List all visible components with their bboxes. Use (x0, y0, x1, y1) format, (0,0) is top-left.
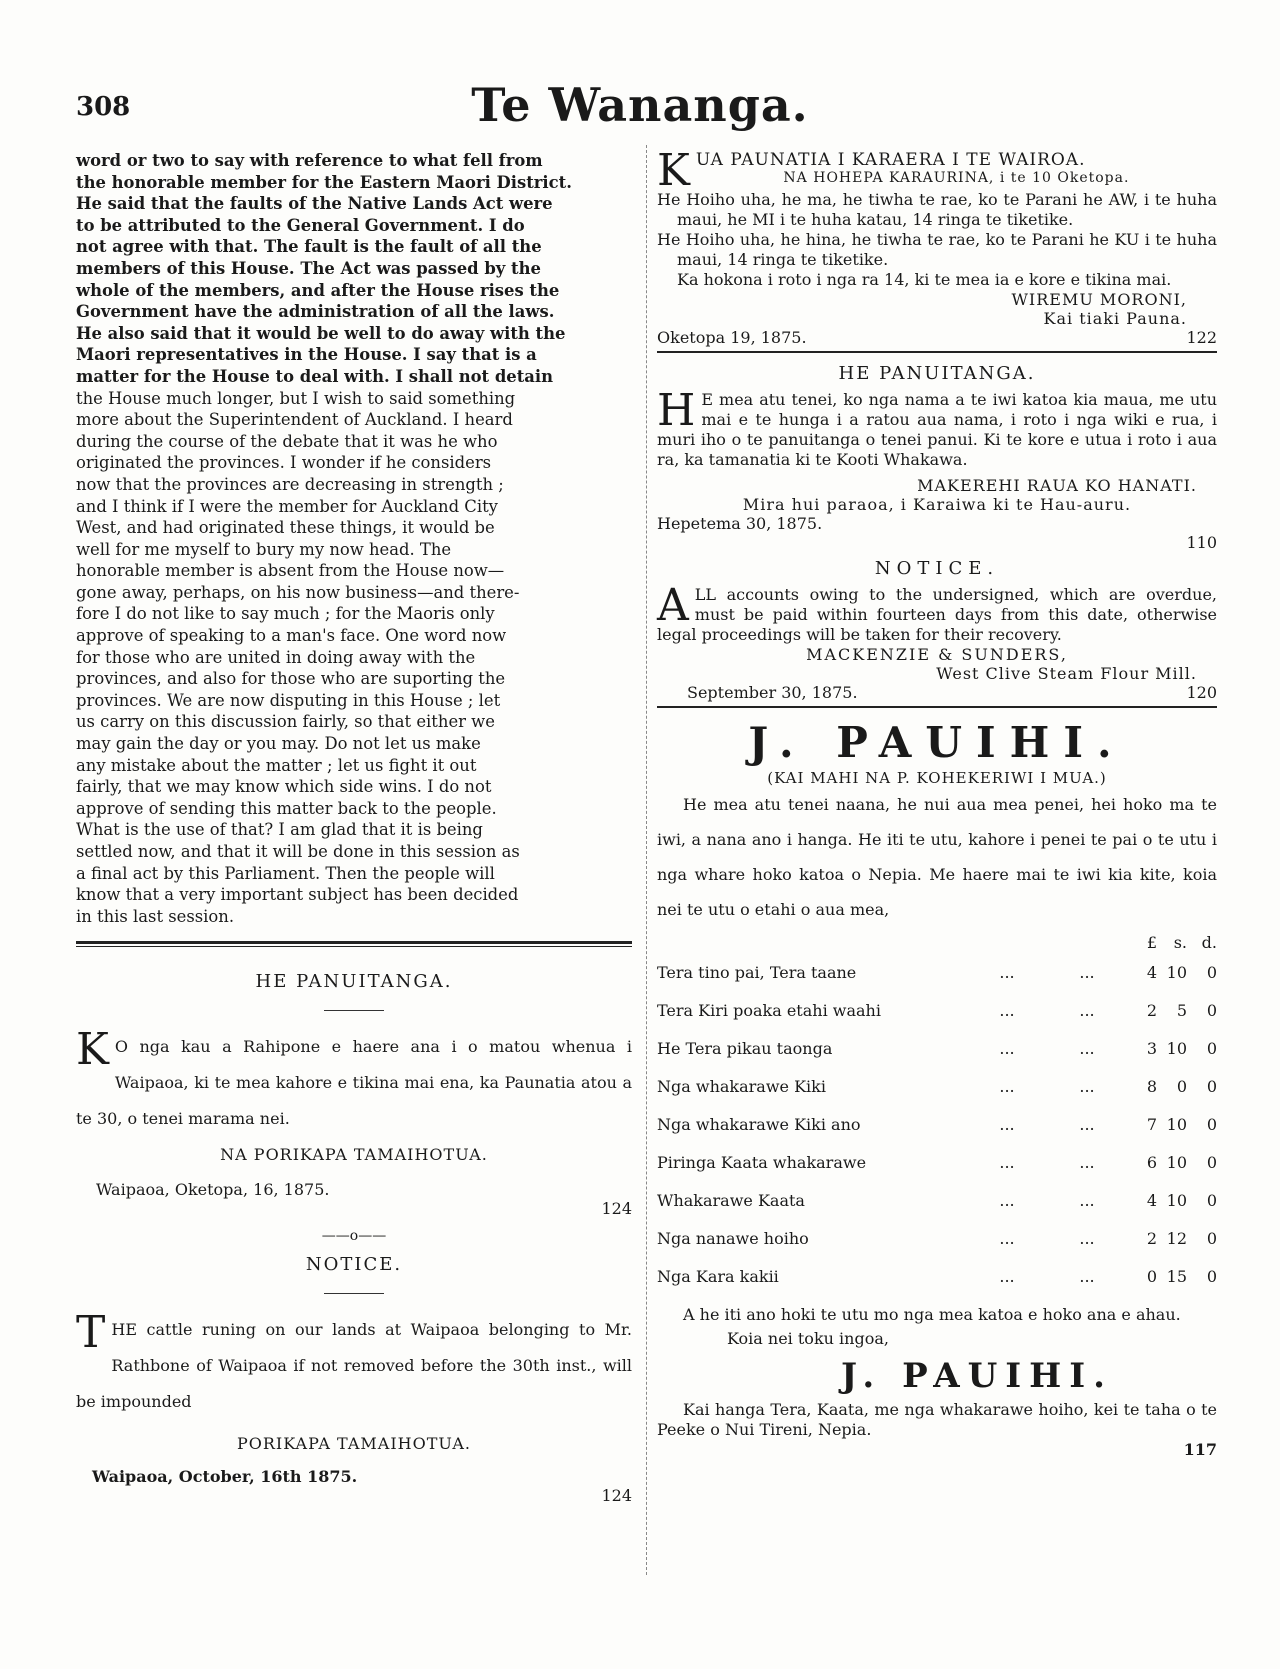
ad-he-panuitanga-cattle (76, 971, 632, 1244)
speech-line: fairly, that we may know which side wins. I do not (76, 777, 492, 797)
dots: ... (999, 962, 1015, 982)
ad-reference-number: 110 (1186, 533, 1217, 552)
speech-line: more about the Superintendent of Auckland. I heard (76, 410, 513, 430)
dropcap: H (657, 385, 696, 436)
price-pence: 0 (1206, 1038, 1217, 1058)
speech-line: not agree with that. The fault is the fault of all the (76, 237, 542, 257)
ad-notice-accounts (657, 558, 1217, 708)
speech-line: matter for the House to deal with. I shall not detain (76, 366, 554, 386)
price-item-name: Whakarawe Kaata (657, 1190, 805, 1210)
price-row (657, 1029, 1217, 1067)
price-shillings: 5 (1176, 1000, 1187, 1020)
ad-heading: NOTICE. (874, 558, 1000, 579)
ad-signature-sub: Mira hui paraoa, i Karaiwa ki te Hau-auru. (742, 495, 1132, 514)
speech-line: He also said that it would be well to do away with the (76, 323, 566, 343)
price-pounds: 4 (1146, 1190, 1157, 1210)
dots: ... (1079, 962, 1095, 982)
ad-kua-paunatia (657, 145, 1217, 353)
ad-body: K O nga kau a Rahipone e haere ana i o matou whenua i Waipaoa, ki te mea kahore e tikina mai ena, ka Paunatia atou a te 30, o tenei marama nei. (76, 1024, 632, 1129)
price-item-name: Nga whakarawe Kiki (657, 1076, 826, 1096)
left-column (76, 150, 632, 1505)
separator: ——o—— (321, 1228, 387, 1245)
ad-footer (657, 328, 1217, 347)
price-shillings: 15 (1166, 1266, 1187, 1286)
price-pounds: 0 (1146, 1266, 1157, 1286)
ad-date: Hepetema 30, 1875. (657, 514, 823, 533)
ad-title: KUA PAUNATIA I KARAERA I TE WAIROA. (657, 145, 1086, 196)
speech-line: know that a very important subject has been decided (76, 885, 519, 905)
speech-line: Government have the administration of all the laws. (76, 302, 555, 322)
dots: ... (1079, 1114, 1095, 1134)
right-column (657, 145, 1217, 1459)
price-pence: 0 (1206, 1000, 1217, 1020)
price-row (657, 1181, 1217, 1219)
speech-line: provinces. We are now disputing in this House ; let (76, 690, 501, 710)
ad-reference-number: 124 (601, 1199, 632, 1219)
dots: ... (1079, 1190, 1095, 1210)
ad-signature: NA PORIKAPA TAMAIHOTUA. (220, 1145, 488, 1165)
ad-reference-number: 122 (1186, 328, 1217, 347)
ad-reference-number: 120 (1186, 683, 1217, 702)
advertiser-subtitle: (KAI MAHI NA P. KOHEKERIWI I MUA.) (767, 769, 1107, 787)
ad-signature: MAKEREHI RAUA KO HANATI. (917, 476, 1197, 495)
price-pence: 0 (1206, 1152, 1217, 1172)
parliament-speech (76, 150, 632, 927)
speech-line: He said that the faults of the Native Lands Act were (76, 194, 553, 214)
ad-he-panuitanga-debts (657, 363, 1217, 552)
speech-line: originated the provinces. I wonder if he considers (76, 453, 492, 473)
dots: ... (1079, 1228, 1095, 1248)
pounds-header: £ (1146, 932, 1157, 952)
price-row (657, 1067, 1217, 1105)
speech-line: provinces, and also for those who are suporting the (76, 669, 506, 689)
dropcap: A (657, 580, 689, 631)
price-pounds: 2 (1146, 1000, 1157, 1020)
speech-line: word or two to say with reference to what fell from (76, 151, 543, 170)
price-pence: 0 (1206, 1190, 1217, 1210)
speech-line: whole of the members, and after the House rises the (76, 280, 560, 300)
ad-j-pauihi (657, 718, 1217, 1459)
ad-outro: A he iti ano hoki te utu mo nga mea katoa e hoko ana e ahau. (683, 1305, 1181, 1324)
ad-entry: Ka hokona i roto i nga ra 14, ki te mea ia e kore e tikina mai. (677, 270, 1172, 289)
price-shillings: 12 (1166, 1228, 1187, 1248)
dots: ... (999, 1228, 1015, 1248)
ad-signature: MACKENZIE & SUNDERS, (806, 645, 1068, 664)
price-row (657, 1105, 1217, 1143)
price-pounds: 8 (1146, 1076, 1157, 1096)
price-shillings: 10 (1166, 1114, 1187, 1134)
dots: ... (999, 1076, 1015, 1096)
price-shillings: 10 (1166, 1152, 1187, 1172)
dots: ... (999, 1266, 1015, 1286)
price-item-name: Nga Kara kakii (657, 1266, 779, 1286)
price-pounds: 7 (1146, 1114, 1157, 1134)
speech-line: to be attributed to the General Government. I do (76, 215, 525, 235)
ad-body: H E mea atu tenei, ko nga nama a te iwi katoa kia maua, me utu mai e te hunga i a ratou aua nama, i roto i nga wiki e rua, i muri iho o te panuitanga o tenei panui. Ki te kore e utua i roto i aua ra, ka tamanatia ki te Kooti Whakawa. (657, 385, 1217, 469)
speech-line: a final act by this Parliament. Then the people will (76, 863, 495, 883)
ad-reference-number: 117 (1183, 1440, 1217, 1459)
short-rule (324, 1010, 384, 1011)
dropcap: K (657, 145, 690, 196)
advertiser-signature: J. PAUIHI. (840, 1356, 1113, 1396)
dots: ... (1079, 1266, 1095, 1286)
ad-reference-number: 124 (601, 1486, 632, 1506)
ad-subtitle: NA HOHEPA KARAURINA, i te 10 Oketopa. (783, 170, 1130, 186)
column-divider (646, 145, 647, 1575)
price-pounds: 4 (1146, 962, 1157, 982)
ad-heading: NOTICE. (305, 1254, 403, 1276)
ad-entry: He Hoiho uha, he ma, he tiwha te rae, ko te Parani he AW, i te huha maui, he MI i te huha katau, 14 ringa te tiketike. (657, 190, 1217, 229)
speech-line: Maori representatives in the House. I say that is a (76, 345, 537, 365)
ad-heading: HE PANUITANGA. (838, 363, 1036, 384)
dropcap: T (76, 1307, 106, 1359)
ad-notice-cattle (76, 1254, 632, 1505)
speech-line: now that the provinces are decreasing in strength ; (76, 474, 504, 494)
page-number: 308 (76, 92, 131, 122)
ad-signature-title: Kai tiaki Pauna. (1043, 309, 1187, 328)
ad-body: THE cattle runing on our lands at Waipaoa belonging to Mr. Rathbone of Waipaoa if not removed before the 30th inst., will be impounded (76, 1307, 632, 1412)
price-shillings: 10 (1166, 1190, 1187, 1210)
price-pence: 0 (1206, 1228, 1217, 1248)
speech-line: settled now, and that it will be done in this session as (76, 842, 520, 861)
section-rule (76, 941, 632, 947)
speech-line: honorable member is absent from the House now— (76, 561, 505, 581)
ad-heading: HE PANUITANGA. (255, 971, 453, 993)
price-shillings: 10 (1166, 1038, 1187, 1058)
price-row (657, 953, 1217, 991)
speech-line: the honorable member for the Eastern Maori District. (76, 172, 572, 192)
speech-line: and I think if I were the member for Auckland City (76, 496, 498, 516)
dots: ... (1079, 1076, 1095, 1096)
speech-line: during the course of the debate that it was he who (76, 431, 498, 451)
shillings-header: s. (1173, 932, 1187, 952)
ad-date: Waipaoa, October, 16th 1875. (92, 1467, 358, 1487)
speech-line: any mistake about the matter ; let us fight it out (76, 755, 477, 775)
ad-signature: WIREMU MORONI, (1011, 290, 1187, 309)
dots: ... (999, 1038, 1015, 1058)
speech-line: What is the use of that? I am glad that it is being (76, 820, 483, 840)
advertiser-name: J. PAUIHI. (748, 718, 1126, 767)
dots: ... (999, 1000, 1015, 1020)
masthead-title: Te Wananga. (471, 78, 809, 132)
ad-address: Kai hanga Tera, Kaata, me nga whakarawe hoiho, kei te taha o te Peeke o Nui Tireni, Nepia. (657, 1400, 1217, 1439)
price-row (657, 1219, 1217, 1257)
ad-date: Waipaoa, Oketopa, 16, 1875. (96, 1180, 330, 1200)
pence-header: d. (1201, 932, 1217, 952)
price-item-name: Nga nanawe hoiho (657, 1228, 809, 1248)
speech-line: the House much longer, but I wish to said something (76, 388, 516, 408)
short-rule (324, 1293, 384, 1294)
price-pounds: 2 (1146, 1228, 1157, 1248)
price-item-name: Tera Kiri poaka etahi waahi (657, 1000, 881, 1020)
ad-closing: Koia nei toku ingoa, (727, 1329, 889, 1348)
price-item-name: Tera tino pai, Tera taane (657, 962, 857, 982)
ad-date: Oketopa 19, 1875. (657, 328, 807, 347)
speech-line: approve of sending this matter back to the people. (76, 798, 497, 818)
speech-line: members of this House. The Act was passed by the (76, 258, 541, 278)
speech-line: in this last session. (76, 906, 235, 926)
ad-signature: PORIKAPA TAMAIHOTUA. (236, 1434, 472, 1454)
speech-line: well for me myself to bury my now head. The (76, 539, 452, 559)
price-list (657, 931, 1217, 1295)
price-pence: 0 (1206, 962, 1217, 982)
dots: ... (1079, 1038, 1095, 1058)
speech-line: us carry on this discussion fairly, so that either we (76, 712, 495, 732)
price-header (657, 931, 1217, 953)
price-item-name: Piringa Kaata whakarawe (657, 1152, 867, 1172)
dots: ... (999, 1114, 1015, 1134)
price-row (657, 1257, 1217, 1295)
ad-date: September 30, 1875. (687, 683, 858, 702)
price-item-name: He Tera pikau taonga (657, 1038, 833, 1058)
ad-signature-sub: West Clive Steam Flour Mill. (936, 664, 1197, 683)
speech-line: approve of speaking to a man's face. One word now (76, 626, 507, 646)
price-pounds: 6 (1146, 1152, 1157, 1172)
dots: ... (1079, 1152, 1095, 1172)
speech-line: West, and had originated these things, it would be (76, 518, 495, 538)
price-shillings: 10 (1166, 962, 1187, 982)
price-row (657, 1143, 1217, 1181)
price-pounds: 3 (1146, 1038, 1157, 1058)
ad-body: ALL accounts owing to the undersigned, which are overdue, must be paid within fourteen days from this date, otherwise legal proceedings will be taken for their recovery. (657, 580, 1217, 644)
speech-line: for those who are united in doing away with the (76, 647, 476, 667)
speech-line: gone away, perhaps, on his now business—and there- (76, 582, 520, 602)
price-row (657, 991, 1217, 1029)
ad-body: He mea atu tenei naana, he nui aua mea penei, hei hoko ma te iwi, a nana ano i hanga. He iti te utu, kahore i penei te pai o te utu i nga whare hoko katoa o Nepia. Me haere mai te iwi kia kite, koia nei te utu o etahi o aua mea, (657, 795, 1217, 919)
dots: ... (1079, 1000, 1095, 1020)
ad-footer (657, 683, 1217, 702)
dropcap: K (76, 1024, 109, 1076)
price-pence: 0 (1206, 1266, 1217, 1286)
dots: ... (999, 1190, 1015, 1210)
price-shillings: 0 (1176, 1076, 1187, 1096)
speech-line: fore I do not like to say much ; for the Maoris only (76, 604, 495, 624)
price-item-name: Nga whakarawe Kiki ano (657, 1114, 861, 1134)
price-pence: 0 (1206, 1114, 1217, 1134)
price-pence: 0 (1206, 1076, 1217, 1096)
speech-line: may gain the day or you may. Do not let us make (76, 734, 481, 754)
ad-entry: He Hoiho uha, he hina, he tiwha te rae, ko te Parani he KU i te huha maui, 14 ringa te tiketike. (657, 230, 1217, 269)
dots: ... (999, 1152, 1015, 1172)
